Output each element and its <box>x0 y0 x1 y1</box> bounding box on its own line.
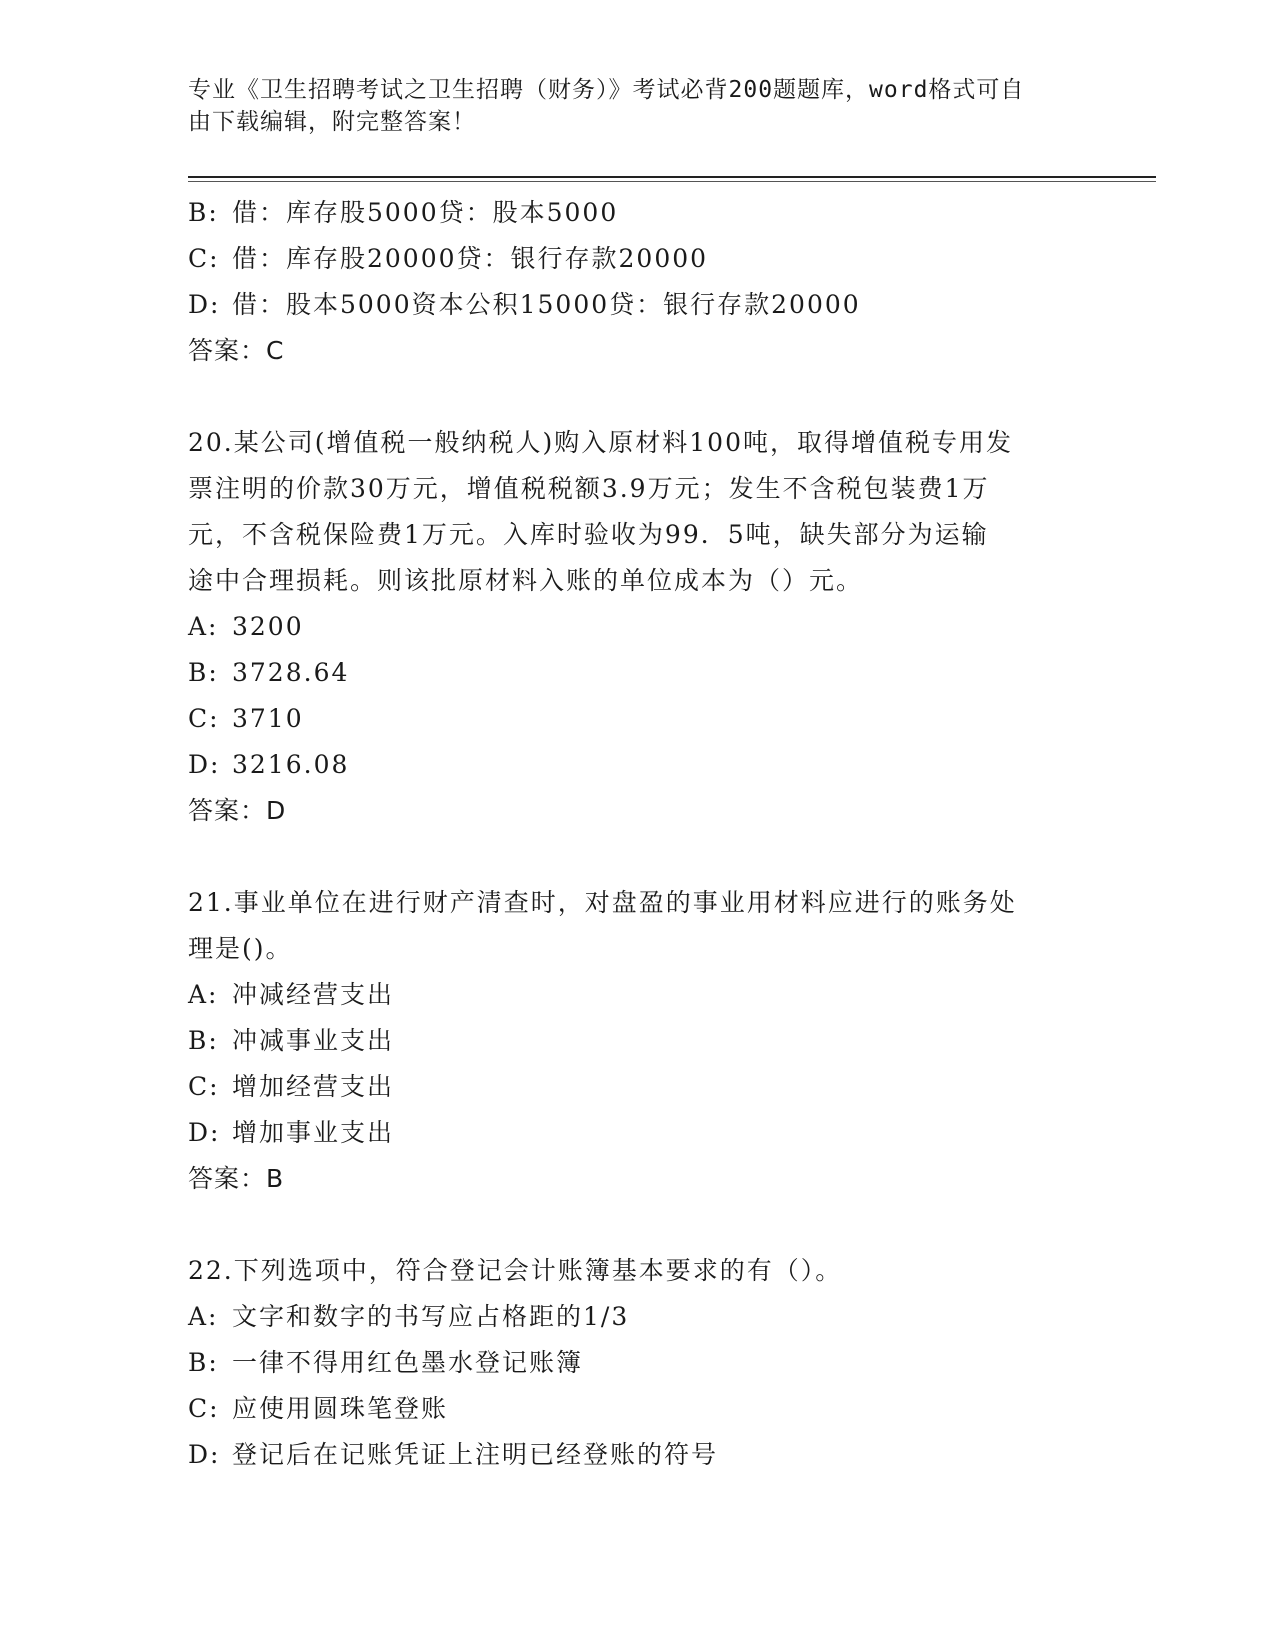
stem-line: 理是()。 <box>188 934 293 963</box>
spacer <box>188 834 1088 880</box>
option-d <box>188 742 1088 788</box>
option-label: C: <box>188 1394 220 1423</box>
option-label: A: <box>188 980 219 1009</box>
stem-line: 途中合理损耗。则该批原材料入账的单位成本为（）元。 <box>188 566 864 595</box>
option-label: D: <box>188 750 221 779</box>
option-text: 借：库存股20000贷：银行存款20000 <box>232 244 709 273</box>
answer-line: 答案：C <box>188 336 285 365</box>
stem-line: 票注明的价款30万元，增值税税额3.9万元；发生不含税包装费1万 <box>188 474 990 503</box>
option-text: 3710 <box>232 704 304 733</box>
spacer <box>188 1202 1088 1248</box>
option-text: 3216.08 <box>232 750 350 779</box>
header-divider-thick <box>188 176 1156 178</box>
question-19-tail <box>188 190 1088 374</box>
option-label: D: <box>188 1118 221 1147</box>
option-label: D: <box>188 290 221 319</box>
option-label: B: <box>188 1026 219 1055</box>
option-text: 应使用圆珠笔登账 <box>232 1394 449 1423</box>
question-list <box>188 190 1088 1478</box>
question-21 <box>188 880 1088 1202</box>
option-text: 增加事业支出 <box>232 1118 395 1147</box>
option-text: 登记后在记账凭证上注明已经登账的符号 <box>232 1440 719 1469</box>
option-b <box>188 650 1088 696</box>
question-stem <box>188 420 1068 604</box>
option-b <box>188 1018 1088 1064</box>
stem-line: 22.下列选项中，符合登记会计账簿基本要求的有（）。 <box>188 1256 843 1285</box>
option-text: 3200 <box>232 612 304 641</box>
document-header <box>188 74 1068 138</box>
spacer <box>188 374 1088 420</box>
option-c <box>188 696 1088 742</box>
option-text: 借：库存股5000贷：股本5000 <box>232 198 619 227</box>
option-label: A: <box>188 1302 219 1331</box>
option-label: C: <box>188 1072 220 1101</box>
question-stem <box>188 880 1068 972</box>
answer-line: 答案：D <box>188 796 287 825</box>
option-b <box>188 1340 1088 1386</box>
header-title-line-2: 由下载编辑，附完整答案！ <box>188 109 476 135</box>
option-label: A: <box>188 612 219 641</box>
option-c <box>188 1064 1088 1110</box>
option-label: C: <box>188 704 220 733</box>
answer-line: 答案：B <box>188 1164 285 1193</box>
option-text: 3728.64 <box>232 658 350 687</box>
option-d <box>188 1432 1088 1478</box>
option-a <box>188 604 1088 650</box>
option-label: C: <box>188 244 220 273</box>
option-text: 增加经营支出 <box>232 1072 395 1101</box>
option-c <box>188 236 1088 282</box>
option-label: B: <box>188 658 219 687</box>
stem-line: 20.某公司(增值税一般纳税人)购入原材料100吨，取得增值税专用发 <box>188 428 1013 457</box>
question-20 <box>188 420 1088 834</box>
option-d <box>188 282 1088 328</box>
option-a <box>188 972 1088 1018</box>
question-22 <box>188 1248 1088 1478</box>
option-c <box>188 1386 1088 1432</box>
option-text: 文字和数字的书写应占格距的1/3 <box>232 1302 630 1331</box>
option-d <box>188 1110 1088 1156</box>
option-text: 借：股本5000资本公积15000贷：银行存款20000 <box>232 290 861 319</box>
option-label: B: <box>188 198 219 227</box>
option-b <box>188 190 1088 236</box>
option-label: B: <box>188 1348 219 1377</box>
option-text: 冲减经营支出 <box>232 980 395 1009</box>
option-text: 冲减事业支出 <box>232 1026 395 1055</box>
stem-line: 21.事业单位在进行财产清查时，对盘盈的事业用材料应进行的账务处 <box>188 888 1017 917</box>
option-label: D: <box>188 1440 221 1469</box>
header-divider-thin <box>188 181 1156 182</box>
header-title-line-1: 专业《卫生招聘考试之卫生招聘（财务）》考试必背200题题库，word格式可自 <box>188 77 1025 103</box>
option-text: 一律不得用红色墨水登记账簿 <box>232 1348 584 1377</box>
option-a <box>188 1294 1088 1340</box>
stem-line: 元，不含税保险费1万元。入库时验收为99．5吨，缺失部分为运输 <box>188 520 989 549</box>
question-stem <box>188 1248 1068 1294</box>
